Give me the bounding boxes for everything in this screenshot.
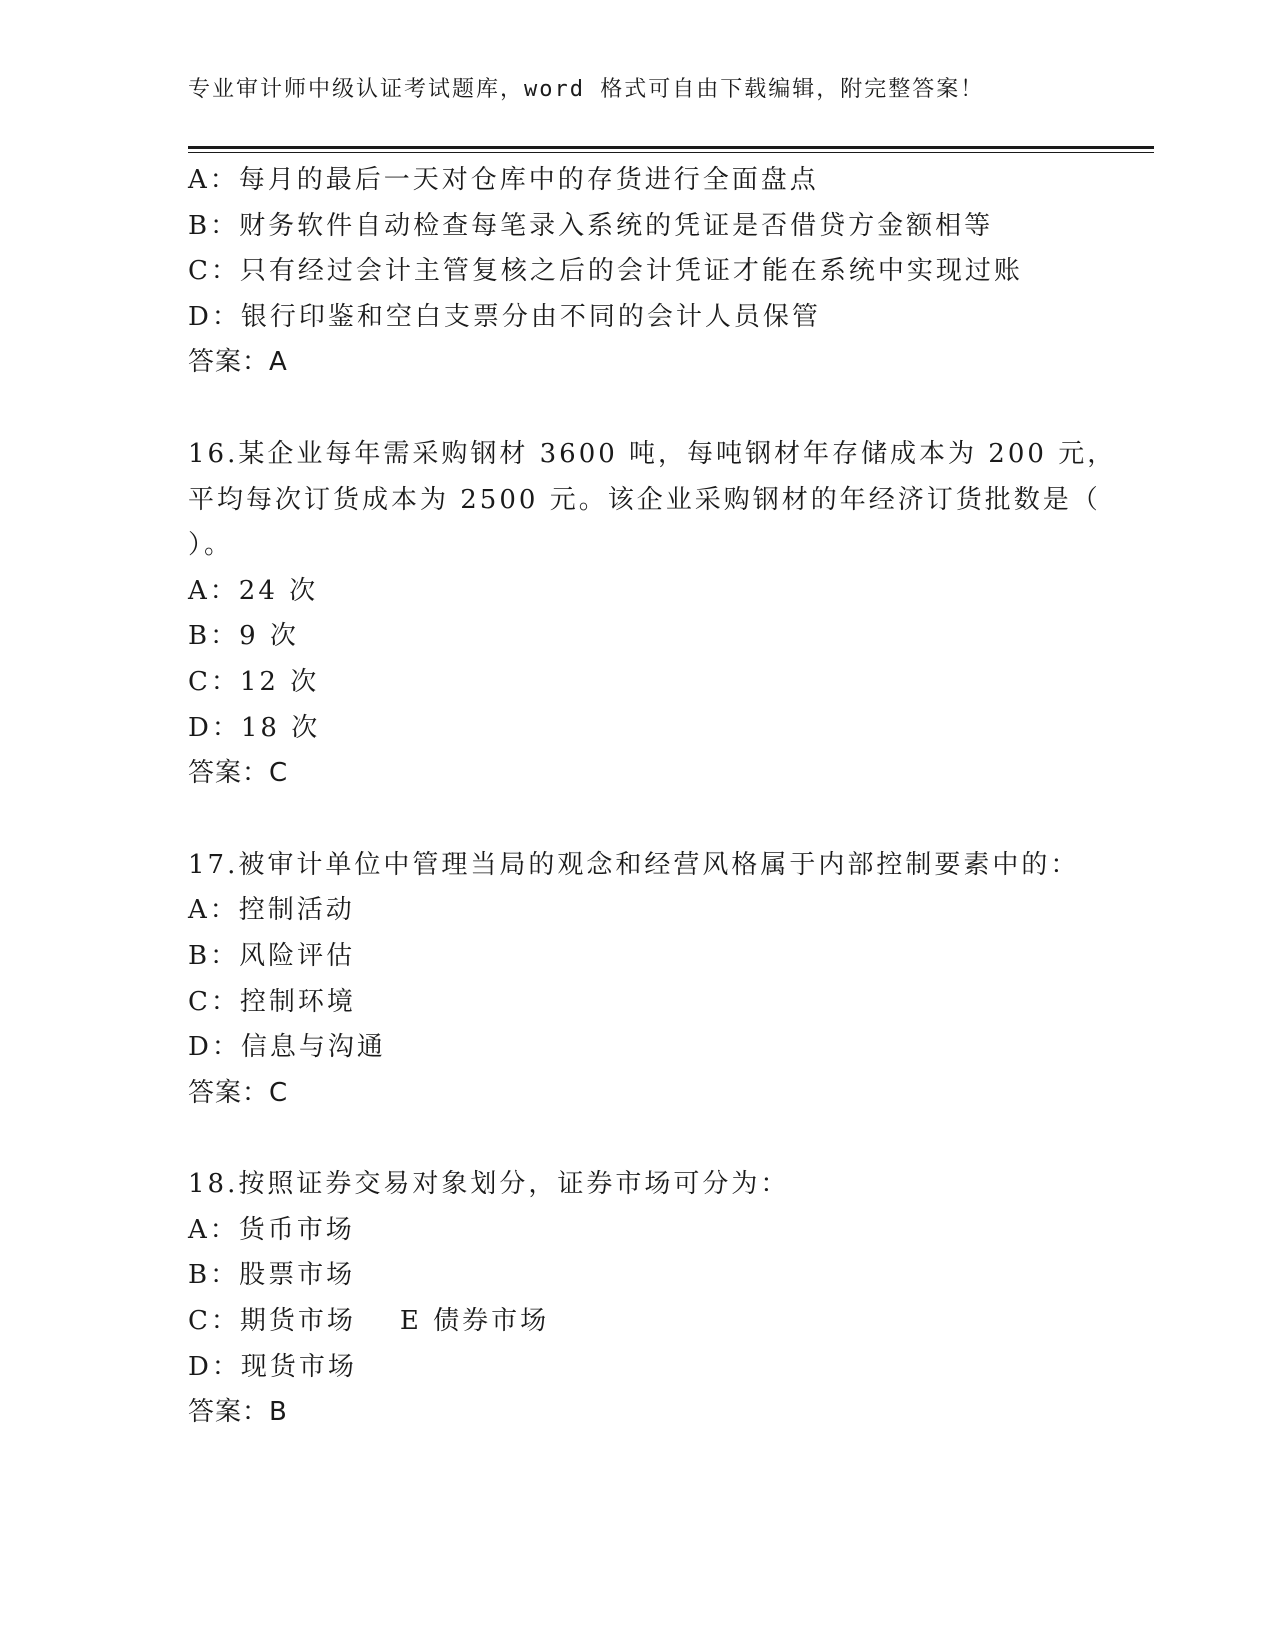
option-c: C：控制环境: [188, 986, 356, 1017]
option-b: B：财务软件自动检查每笔录入系统的凭证是否借贷方金额相等: [188, 210, 994, 241]
question-stem: ）。: [188, 530, 234, 561]
header-divider-thick: [188, 146, 1154, 149]
option-a: A：控制活动: [188, 895, 355, 926]
option-b: B：9 次: [188, 621, 299, 652]
option-b: B：股票市场: [188, 1260, 356, 1291]
question-stem: 17.被审计单位中管理当局的观念和经营风格属于内部控制要素中的：: [188, 849, 1080, 880]
option-c: C：12 次: [188, 666, 320, 697]
option-d: D：18 次: [188, 712, 321, 743]
question-17: [188, 843, 1088, 1117]
option-d: D：信息与沟通: [188, 1032, 386, 1063]
question-15: [188, 158, 1088, 386]
option-d: D：现货市场: [188, 1351, 357, 1382]
option-a: A：货币市场: [188, 1214, 355, 1245]
question-list: [188, 158, 1117, 1436]
spacer: [188, 1116, 1088, 1162]
answer-line: 答案：C: [188, 1077, 289, 1108]
question-stem: 16.某企业每年需采购钢材 3600 吨，每吨钢材年存储成本为 200 元，: [188, 438, 1117, 469]
option-b: B：风险评估: [188, 940, 356, 971]
answer-line: 答案：C: [188, 758, 289, 789]
page-header: 专业审计师中级认证考试题库，word 格式可自由下载编辑，附完整答案！: [188, 77, 985, 102]
question-18: [188, 1162, 1088, 1436]
question-stem: 平均每次订货成本为 2500 元。该企业采购钢材的年经济订货批数是（: [188, 484, 1101, 515]
option-c: C：只有经过会计主管复核之后的会计凭证才能在系统中实现过账: [188, 256, 1023, 287]
option-d: D：银行印鉴和空白支票分由不同的会计人员保管: [188, 301, 821, 332]
answer-line: 答案：A: [188, 347, 288, 378]
option-a: A：每月的最后一天对仓库中的存货进行全面盘点: [188, 165, 819, 195]
answer-line: 答案：B: [188, 1397, 288, 1428]
option-a: A：24 次: [188, 575, 319, 606]
spacer: [188, 797, 1088, 843]
option-e: E 债券市场: [399, 1306, 550, 1337]
option-c-row: [188, 1299, 1088, 1345]
question-stem: 18.按照证券交易对象划分，证券市场可分为：: [188, 1169, 790, 1200]
header-divider-thin: [188, 152, 1154, 153]
option-c: C：期货市场: [188, 1306, 356, 1337]
question-16: [188, 432, 1117, 797]
spacer: [188, 386, 1088, 432]
